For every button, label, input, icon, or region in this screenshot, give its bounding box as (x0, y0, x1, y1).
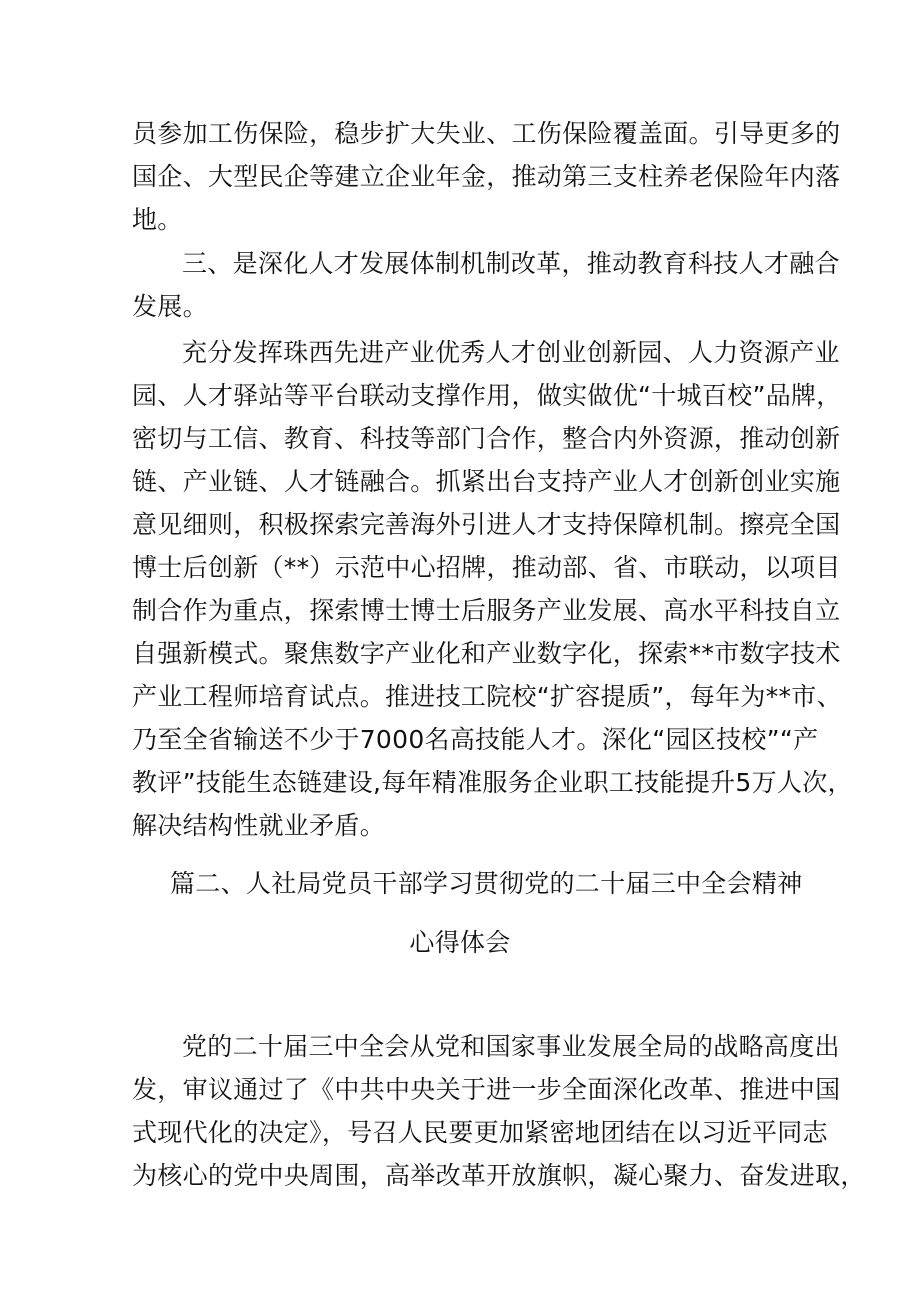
paragraph-2-line-6: 博士后创新（**）示范中心招牌，推动部、省、市联动，以项目 (132, 553, 841, 582)
paragraph-2-line-2: 园、人才驿站等平台联动支撑作用，做实做优“十城百校”品牌， (132, 381, 842, 410)
paragraph-2-line-9: 产业工程师培育试点。推进技工院校“扩容提质”，每年为**市、 (132, 682, 842, 711)
paragraph-3-line-4: 为核心的党中央周围，高举改革开放旗帜，凝心聚力、奋发进取， (132, 1161, 866, 1190)
paragraph-2-line-5: 意见细则，积极探索完善海外引进人才支持保障机制。擦亮全国 (132, 510, 841, 539)
section-heading-line-1: 三、是深化人才发展体制机制改革，推动教育科技人才融合 (182, 249, 840, 278)
paragraph-3-line-2: 发，审议通过了《中共中央关于进一步全面深化改革、推进中国 (132, 1075, 841, 1104)
article-title-line-2: 心得体会 (409, 928, 511, 957)
article-title-line-1: 篇二、人社局党员干部学习贯彻党的二十届三中全会精神 (170, 869, 803, 898)
paragraph-3-line-3: 式现代化的决定》，号召人民要更加紧密地团结在以习近平同志 (132, 1118, 828, 1147)
section-heading-line-2: 发展。 (132, 292, 208, 321)
paragraph-2-line-8: 自强新模式。聚焦数字产业化和产业数字化，探索**市数字技术 (132, 639, 841, 668)
paragraph-2-line-12: 解决结构性就业矛盾。 (132, 811, 386, 840)
paragraph-2-line-11: 教评”技能生态链建设,每年精准服务企业职工技能提升5万人次， (132, 768, 853, 797)
paragraph-2-line-3: 密切与工信、教育、科技等部门合作，整合内外资源，推动创新 (132, 424, 841, 453)
paragraph-2-line-4: 链、产业链、人才链融合。抓紧出台支持产业人才创新创业实施 (132, 467, 841, 496)
paragraph-1-line-3: 地。 (132, 205, 183, 234)
paragraph-2-line-7: 制合作为重点，探索博士博士后服务产业发展、高水平科技自立 (132, 596, 841, 625)
paragraph-1-line-1: 员参加工伤保险，稳步扩大失业、工伤保险覆盖面。引导更多的 (132, 119, 841, 148)
paragraph-2-line-1: 充分发挥珠西先进产业优秀人才创业创新园、人力资源产业 (182, 338, 840, 367)
paragraph-3-line-1: 党的二十届三中全会从党和国家事业发展全局的战略高度出 (182, 1032, 840, 1061)
paragraph-2-line-10: 乃至全省输送不少于7000名高技能人才。深化“园区技校”“产 (132, 725, 819, 754)
paragraph-1-line-2: 国企、大型民企等建立企业年金，推动第三支柱养老保险年内落 (132, 162, 841, 191)
